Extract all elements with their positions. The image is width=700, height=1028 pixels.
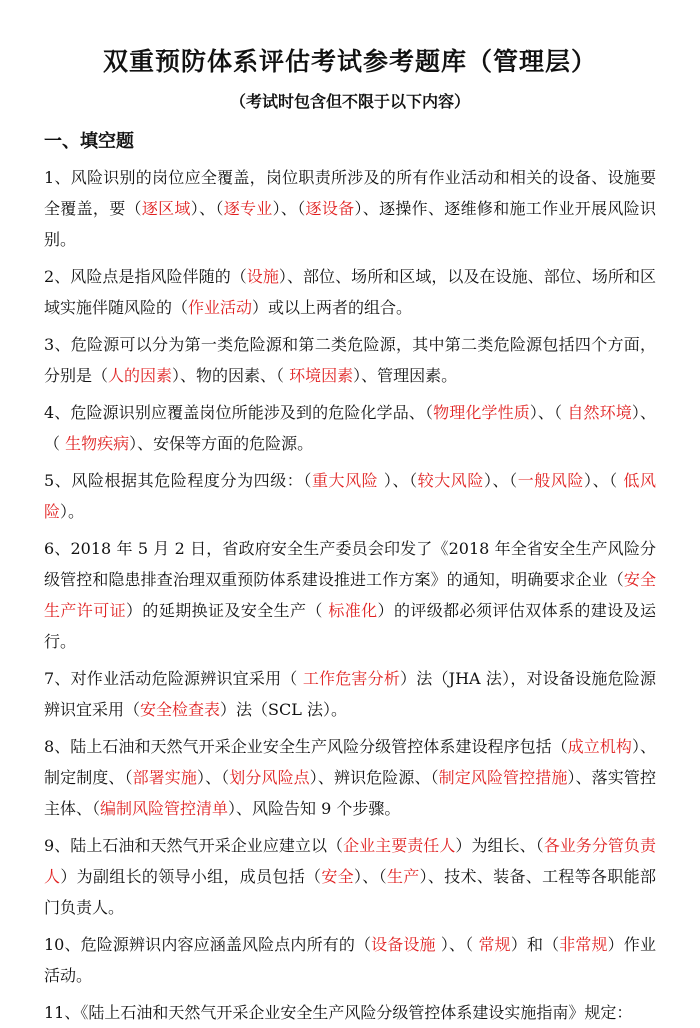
question-text: ）法（SCL 法）。 xyxy=(220,700,347,719)
answer-text: 生产 xyxy=(386,867,420,886)
question-text: ）、（ xyxy=(584,471,624,490)
question-text: ）、（ xyxy=(440,935,479,954)
question-text: ）、管理因素。 xyxy=(353,366,458,385)
question-text: ）的评级都必须评估双体系的建设及运行。 xyxy=(44,601,656,651)
question-text: ）、（ xyxy=(483,471,518,490)
question-text: ）或以上两者的组合。 xyxy=(252,298,413,317)
question-text: 7、对作业活动危险源辨识宜采用（ xyxy=(44,669,303,688)
question-item xyxy=(44,830,656,923)
answer-text: 划分风险点 xyxy=(229,768,310,787)
answer-text: 逐区域 xyxy=(141,199,191,218)
question-text: ）、安保等方面的危险源。 xyxy=(129,434,314,453)
question-text: ）、落实管控主体、（ xyxy=(44,768,656,818)
question-item xyxy=(44,997,656,1028)
answer-text: 较大风险 xyxy=(417,471,484,490)
answer-text: 企业主要责任人 xyxy=(343,836,456,855)
question-text: ）作业活动。 xyxy=(44,935,656,985)
question-text: 8、陆上石油和天然气开采企业安全生产风险分级管控体系建设程序包括（ xyxy=(44,737,568,756)
question-text: ）。 xyxy=(60,502,85,521)
question-text: ）法（JHA 法），对设备设施危险源辨识宜采用（ xyxy=(44,669,656,719)
answer-text: 自然环境 xyxy=(567,403,632,422)
question-item xyxy=(44,663,656,725)
question-text: 6、2018 年 5 月 2 日，省政府安全生产委员会印发了《2018 年全省安全生产风险分级管控和隐患排查治理双重预防体系建设推进工作方案》的通知，明确要求企业（ xyxy=(44,539,656,589)
question-text: ）、（ xyxy=(378,471,418,490)
question-text: 1、风险识别的岗位应全覆盖，岗位职责所涉及的所有作业活动和相关的设备、设施要全覆盖，要（ xyxy=(44,168,656,218)
question-text: 11、《陆上石油和天然气开采企业安全生产风险分级管控体系建设实施指南》规定： xyxy=(44,1003,633,1022)
question-item xyxy=(44,397,656,459)
answer-text: 编制风险管控清单 xyxy=(100,799,229,818)
answer-text: 物理化学性质 xyxy=(433,403,530,422)
question-text: ）为副组长的领导小组，成员包括（ xyxy=(60,867,322,886)
answer-text: 工作危害分析 xyxy=(302,669,401,688)
answer-text: 成立机构 xyxy=(567,737,632,756)
question-text: 5、风险根据其危险程度分为四级：（ xyxy=(44,471,312,490)
question-text: ）、部位、场所和区域，以及在设施、部位、场所和区域实施伴随风险的（ xyxy=(44,267,656,317)
answer-text: 逐设备 xyxy=(305,199,355,218)
question-text: 10、危险源辨识内容应涵盖风险点内所有的（ xyxy=(44,935,372,954)
question-text: 4、危险源识别应覆盖岗位所能涉及到的危险化学品、（ xyxy=(44,403,434,422)
question-text: ）、技术、装备、工程等各职能部门负责人。 xyxy=(44,867,656,917)
answer-text: 重大风险 xyxy=(311,471,379,490)
question-text: ）、（ xyxy=(44,403,656,453)
answer-text: 环境因素 xyxy=(289,366,354,385)
question-text: 9、陆上石油和天然气开采企业应建立以（ xyxy=(44,836,344,855)
answer-text: 作业活动 xyxy=(188,298,253,317)
question-text: 2、风险点是指风险伴随的（ xyxy=(44,267,247,286)
question-list xyxy=(44,162,656,1028)
question-text: ）、物的因素、（ xyxy=(172,366,290,385)
question-text: ）、（ xyxy=(272,199,306,218)
answer-text: 设施 xyxy=(246,267,279,286)
question-item xyxy=(44,162,656,255)
question-item xyxy=(44,261,656,323)
question-text: ）、（ xyxy=(196,768,230,787)
answer-text: 部署实施 xyxy=(132,768,197,787)
question-text: ）、辨识危险源、（ xyxy=(309,768,439,787)
question-text: ）、风险告知 9 个步骤。 xyxy=(228,799,401,818)
question-text: 3、危险源可以分为第一类危险源和第二类危险源，其中第二类危险源包括四个方面，分别是（ xyxy=(44,335,656,385)
question-text: ）、逐操作、逐维修和施工作业开展风险识别。 xyxy=(44,199,656,249)
question-item xyxy=(44,731,656,824)
answer-text: 安全检查表 xyxy=(140,700,221,719)
answer-text: 各业务分管负责人 xyxy=(44,836,656,886)
section-heading: 一、填空题 xyxy=(44,131,134,152)
question-text: ）、（ xyxy=(190,199,224,218)
answer-text: 安全生产许可证 xyxy=(44,570,656,620)
question-text: ）、制定制度、（ xyxy=(44,737,656,787)
page-subtitle: （考试时包含但不限于以下内容） xyxy=(229,92,470,111)
answer-text: 常规 xyxy=(478,935,511,954)
answer-text: 设备设施 xyxy=(371,935,441,954)
question-item xyxy=(44,533,656,657)
question-text: ）、（ xyxy=(353,867,387,886)
answer-text: 制定风险管控措施 xyxy=(438,768,568,787)
answer-text: 一般风险 xyxy=(517,471,585,490)
answer-text: 低风险 xyxy=(44,471,656,521)
page-title: 双重预防体系评估考试参考题库（管理层） xyxy=(102,47,597,76)
question-text: ）和（ xyxy=(510,935,560,954)
question-text: ）、（ xyxy=(529,403,568,422)
answer-text: 逐专业 xyxy=(223,199,273,218)
question-item xyxy=(44,465,656,527)
question-text: ）的延期换证及安全生产（ xyxy=(126,601,329,620)
question-item xyxy=(44,329,656,391)
question-text: ）为组长、（ xyxy=(455,836,544,855)
answer-text: 非常规 xyxy=(559,935,608,954)
answer-text: 生物疾病 xyxy=(65,434,130,453)
answer-text: 人的因素 xyxy=(108,366,173,385)
question-item xyxy=(44,929,656,991)
answer-text: 标准化 xyxy=(328,601,378,620)
answer-text: 安全 xyxy=(321,867,354,886)
